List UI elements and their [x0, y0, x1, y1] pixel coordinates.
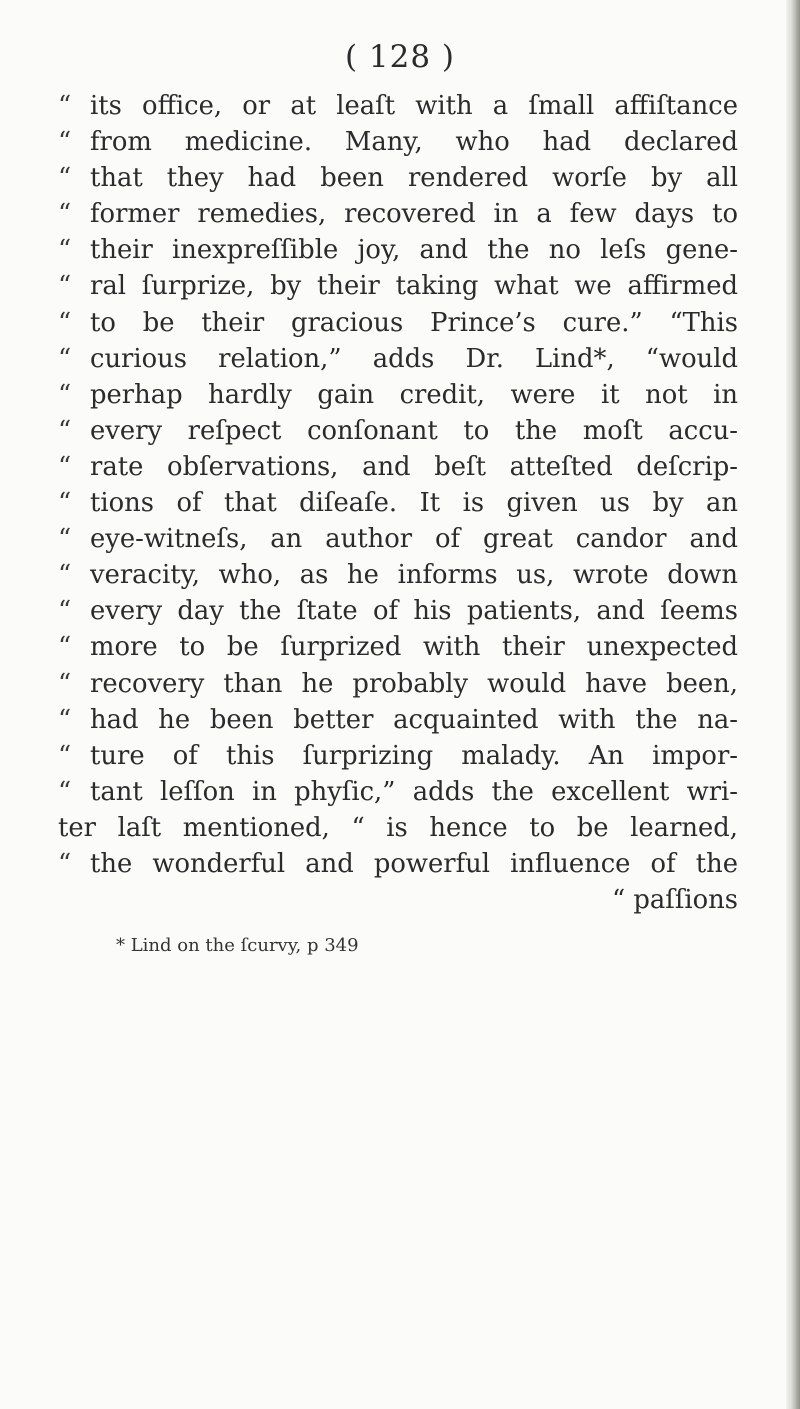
line-text: their inexpreſſible joy, and the no leſs gene- — [90, 235, 738, 266]
text-line — [58, 413, 738, 449]
quote-mark: “ — [58, 632, 72, 663]
text-line — [58, 449, 738, 485]
quote-mark: “ — [58, 235, 72, 266]
quote-mark: “ — [58, 343, 72, 374]
text-line — [58, 666, 738, 702]
text-line — [58, 377, 738, 413]
line-text: rate obſervations, and beſt atteſted deſcrip- — [90, 451, 738, 482]
line-text: recovery than he probably would have been, — [90, 668, 738, 699]
quote-mark: “ — [58, 488, 72, 519]
line-text: eye-witneſs, an author of great candor and — [90, 524, 738, 555]
text-line — [58, 160, 738, 196]
line-text: the wonderful and powerful influence of the — [90, 848, 738, 879]
quote-mark: “ — [58, 848, 72, 879]
line-text: former remedies, recovered in a few days to — [90, 199, 738, 230]
text-line — [58, 521, 738, 557]
text-line — [58, 629, 738, 665]
line-text: ral ſurprize, by their taking what we affirmed — [90, 271, 738, 302]
line-text: veracity, who, as he informs us, wrote down — [90, 560, 738, 591]
text-line — [58, 593, 738, 629]
quote-mark: “ — [58, 163, 72, 194]
line-text: tions of that diſeaſe. It is given us by an — [90, 488, 738, 519]
quote-mark: “ — [58, 199, 72, 230]
text-line — [58, 738, 738, 774]
text-line — [58, 196, 738, 232]
quote-mark: “ — [58, 271, 72, 302]
line-text: ter laſt mentioned, “ is hence to be learned, — [58, 812, 738, 843]
page-edge-shadow — [786, 0, 800, 1409]
line-text: its office, or at leaſt with a ſmall affiſtance — [90, 91, 738, 121]
text-line — [58, 124, 738, 160]
quote-mark: “ — [58, 668, 72, 699]
quote-mark: “ — [58, 776, 72, 807]
text-line — [58, 485, 738, 521]
page-number: ( 128 ) — [344, 39, 456, 75]
line-text: to be their gracious Prince’s cure.” “This — [90, 307, 738, 338]
text-line — [58, 341, 738, 377]
quote-mark: “ — [58, 307, 72, 338]
text-line — [58, 232, 738, 268]
text-line — [58, 268, 738, 304]
quote-mark: “ — [58, 524, 72, 555]
line-text: curious relation,” adds Dr. Lind*, “would — [90, 343, 738, 374]
line-text: every reſpect conſonant to the moſt accu- — [90, 415, 738, 446]
line-text: every day the ſtate of his patients, and ſeems — [90, 596, 738, 627]
text-line — [58, 702, 738, 738]
quote-mark: “ — [58, 704, 72, 735]
text-line — [58, 305, 738, 341]
quote-mark: “ — [58, 415, 72, 446]
text-line — [58, 557, 738, 593]
quote-mark: “ — [58, 127, 72, 158]
line-text: ture of this ſurprizing malady. An impor- — [90, 740, 738, 771]
catchword-line — [58, 882, 738, 918]
footnote: * Lind on the ſcurvy, p 349 — [116, 935, 359, 956]
line-text: tant leſſon in phyſic,” adds the excellent wri- — [90, 776, 738, 807]
line-text: from medicine. Many, who had declared — [90, 127, 738, 158]
text-line — [58, 88, 738, 124]
line-text: that they had been rendered worſe by all — [90, 163, 738, 194]
body-text — [58, 88, 738, 918]
quote-mark: “ — [58, 379, 72, 410]
quote-mark: “ — [58, 91, 72, 121]
quote-mark: “ — [58, 560, 72, 591]
catchword: “ paſſions — [611, 885, 738, 916]
text-line — [58, 846, 738, 882]
text-line — [58, 774, 738, 810]
line-text: had he been better acquainted with the na- — [90, 704, 738, 735]
quote-mark: “ — [58, 740, 72, 771]
line-text: perhap hardly gain credit, were it not in — [90, 379, 738, 410]
line-text: more to be ſurprized with their unexpected — [90, 632, 738, 663]
quote-mark: “ — [58, 451, 72, 482]
text-line — [58, 810, 738, 846]
quote-mark: “ — [58, 596, 72, 627]
